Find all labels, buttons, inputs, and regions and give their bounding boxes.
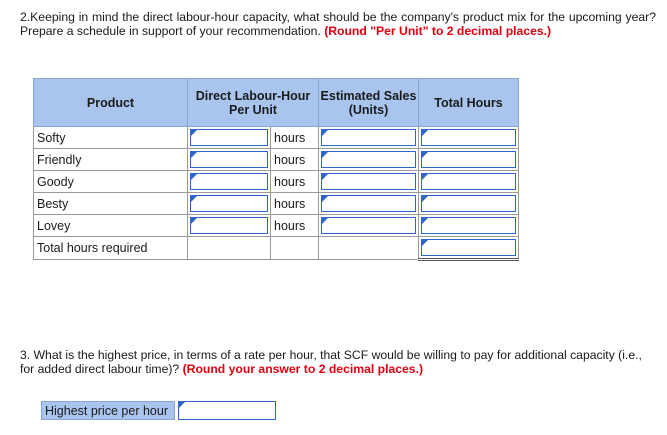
total-input-lovey[interactable]: [419, 215, 519, 237]
table-row: [34, 193, 519, 215]
input-marker-icon: [191, 196, 197, 202]
dlh-input-softy[interactable]: [188, 127, 271, 149]
product-name: Softy: [34, 127, 188, 149]
question-2-instruction: (Round "Per Unit" to 2 decimal places.): [324, 24, 552, 38]
total-hours-required-input[interactable]: [419, 237, 519, 260]
product-name: Besty: [34, 193, 188, 215]
product-name: Goody: [34, 171, 188, 193]
input-marker-icon: [422, 218, 428, 224]
header-total-hours: Total Hours: [419, 79, 519, 127]
total-input-goody[interactable]: [419, 171, 519, 193]
sales-input-friendly[interactable]: [319, 149, 419, 171]
input-marker-icon: [422, 196, 428, 202]
unit-label: hours: [271, 127, 319, 149]
question-3-text: 3. What is the highest price, in terms of a rate per hour, that SCF would be willing to pay for additional capacity (i.e., for added direct labour time)?: [20, 348, 642, 376]
header-estimated-sales: Estimated Sales (Units): [319, 79, 419, 127]
question-3-instruction: (Round your answer to 2 decimal places.): [182, 362, 424, 376]
total-row: [34, 237, 519, 260]
input-marker-icon: [191, 174, 197, 180]
input-marker-icon: [191, 152, 197, 158]
product-mix-schedule: [33, 78, 519, 261]
header-dlh-per-unit: Direct Labour-Hour Per Unit: [188, 79, 319, 127]
sales-input-softy[interactable]: [319, 127, 419, 149]
dlh-input-lovey[interactable]: [188, 215, 271, 237]
highest-price-input[interactable]: [178, 401, 276, 420]
total-input-besty[interactable]: [419, 193, 519, 215]
total-input-friendly[interactable]: [419, 149, 519, 171]
table-row: [34, 149, 519, 171]
unit-label: hours: [271, 171, 319, 193]
product-name: Lovey: [34, 215, 188, 237]
empty-cell: [188, 237, 271, 260]
total-input-softy[interactable]: [419, 127, 519, 149]
sales-input-besty[interactable]: [319, 193, 419, 215]
table-row: [34, 127, 519, 149]
input-marker-icon: [322, 152, 328, 158]
table-row: [34, 171, 519, 193]
input-marker-icon: [191, 130, 197, 136]
unit-label: hours: [271, 149, 319, 171]
sales-input-lovey[interactable]: [319, 215, 419, 237]
dlh-input-goody[interactable]: [188, 171, 271, 193]
input-marker-icon: [322, 130, 328, 136]
input-marker-icon: [322, 196, 328, 202]
input-marker-icon: [422, 240, 428, 246]
input-marker-icon: [422, 130, 428, 136]
input-marker-icon: [322, 218, 328, 224]
unit-label: hours: [271, 193, 319, 215]
product-name: Friendly: [34, 149, 188, 171]
empty-cell: [271, 237, 319, 260]
input-marker-icon: [322, 174, 328, 180]
input-marker-icon: [422, 174, 428, 180]
sales-input-goody[interactable]: [319, 171, 419, 193]
question-3: [20, 348, 650, 376]
unit-label: hours: [271, 215, 319, 237]
table-row: [34, 215, 519, 237]
input-marker-icon: [191, 218, 197, 224]
empty-cell: [319, 237, 419, 260]
total-hours-label: Total hours required: [34, 237, 188, 260]
input-marker-icon: [422, 152, 428, 158]
input-marker-icon: [179, 402, 185, 408]
question-2: [20, 10, 656, 38]
dlh-input-besty[interactable]: [188, 193, 271, 215]
header-product: Product: [34, 79, 188, 127]
highest-price-label: Highest price per hour: [41, 401, 175, 420]
dlh-input-friendly[interactable]: [188, 149, 271, 171]
question-2-text: 2.Keeping in mind the direct labour-hour capacity, what should be the company's product mix for the upcoming year? Prepare a schedule in support of your recommendation.: [20, 10, 656, 38]
